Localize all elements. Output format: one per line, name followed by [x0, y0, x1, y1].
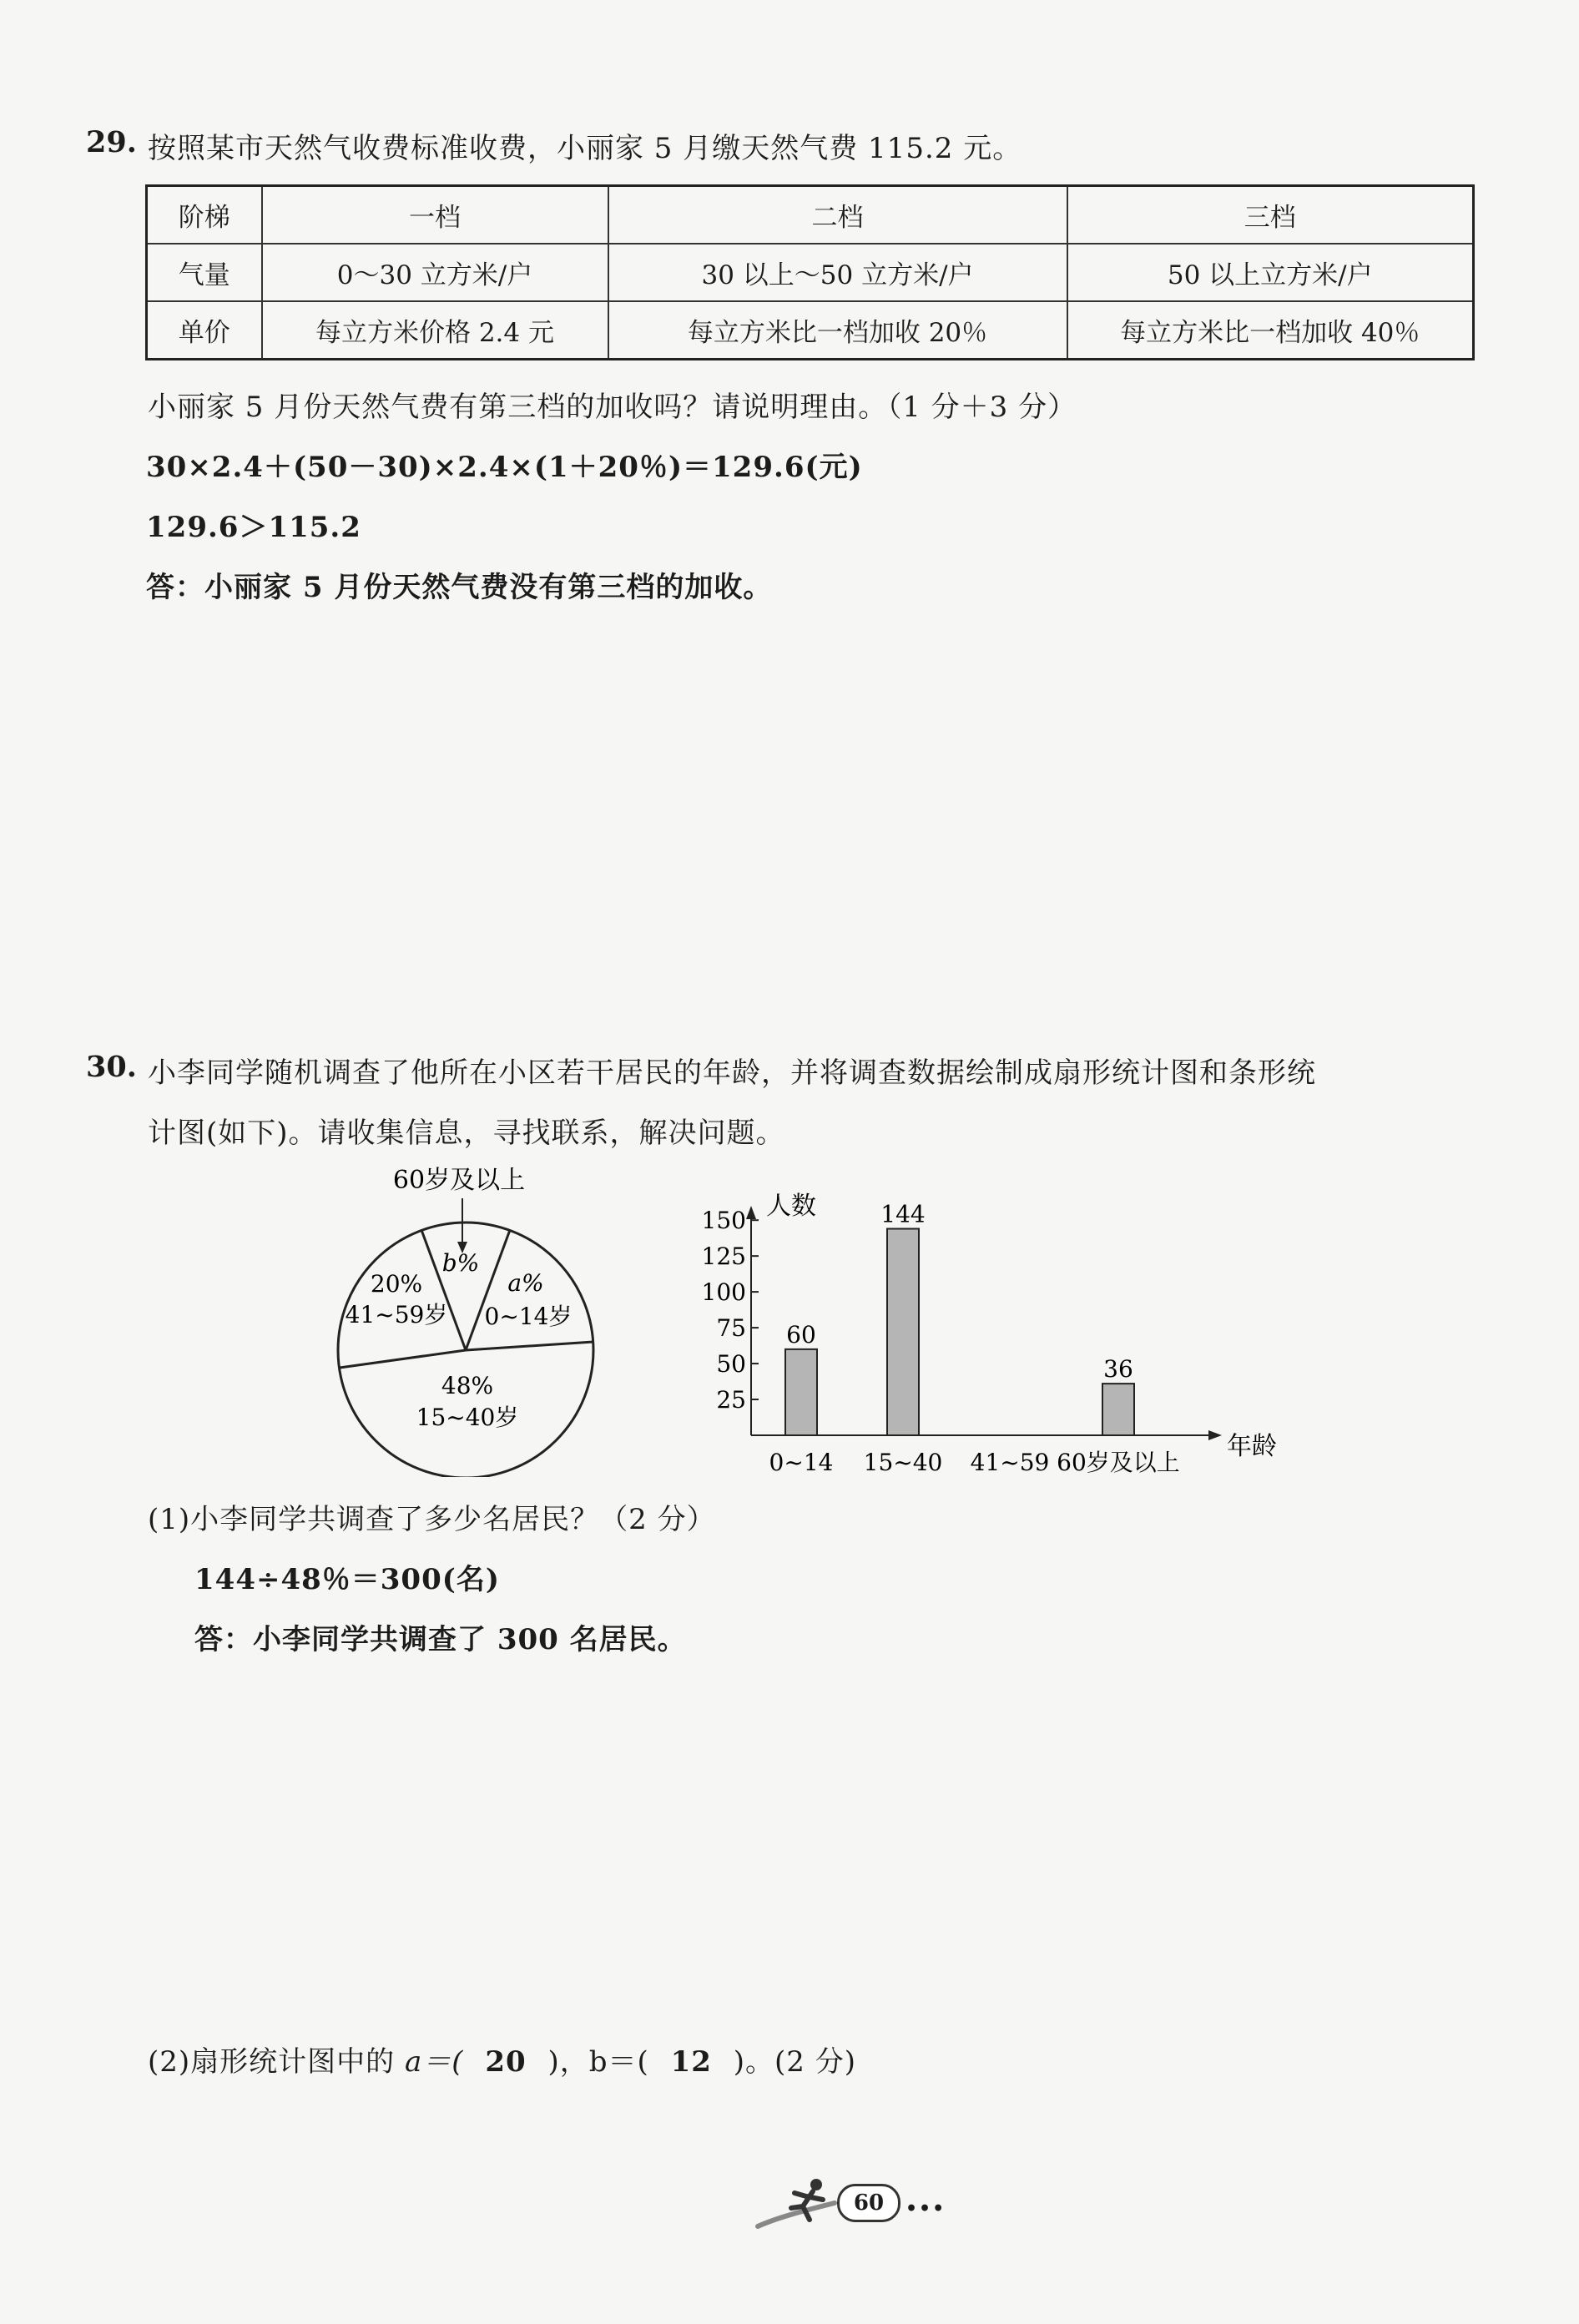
table-header-cell: 二档	[608, 186, 1067, 244]
pie-divider	[340, 1350, 466, 1368]
table-cell: 每立方米价格 2.4 元	[262, 301, 608, 360]
table-header-row	[147, 186, 1474, 244]
pie-divider	[466, 1230, 510, 1350]
y-tick-label: 75	[716, 1314, 746, 1343]
pie-slice-b-percent: b%	[441, 1249, 480, 1277]
q30-part2	[148, 2039, 856, 2080]
q30-prompt-line1: 小李同学随机调查了他所在小区若干居民的年龄，并将调查数据绘制成扇形统计图和条形统	[148, 1056, 1316, 1090]
pie-divider	[466, 1342, 593, 1350]
bar	[1102, 1384, 1134, 1435]
y-axis-label: 人数	[766, 1192, 816, 1221]
q29-number: 29.	[86, 125, 137, 159]
q30-part1-answer-text: 答：小李同学共调查了 300 名居民。	[194, 1623, 687, 1656]
pie-slice-1540-percent: 48%	[441, 1372, 494, 1399]
bar	[785, 1349, 817, 1435]
table-cell: 每立方米比一档加收 20％	[608, 301, 1067, 360]
q30-prompt-line2: 计图(如下)。请收集信息，寻找联系，解决问题。	[148, 1117, 785, 1150]
q30-part2-a-label: a＝(	[404, 2045, 464, 2079]
table-header-cell: 阶梯	[147, 186, 262, 244]
q30-part1-question: (1)小李同学共调查了多少名居民？（2 分）	[148, 1503, 716, 1536]
q30-number: 30.	[86, 1050, 137, 1084]
pie-slice-a-label: 0~14岁	[484, 1303, 573, 1330]
x-tick-label: 15~40	[863, 1449, 943, 1476]
table-header-cell: 一档	[262, 186, 608, 244]
q30-part2-b-label: )，b＝(	[547, 2045, 649, 2079]
y-tick-label: 150	[701, 1207, 746, 1235]
pie-slice-4159-label: 41~59岁	[345, 1301, 448, 1328]
y-tick-label: 50	[716, 1350, 746, 1379]
q30-part2-suffix: )。(2 分)	[733, 2045, 856, 2079]
q30-part2-a-value: 20	[485, 2045, 527, 2079]
table-row	[147, 301, 1474, 360]
q30-part2-prefix: (2)扇形统计图中的	[148, 2045, 396, 2079]
y-tick-label: 25	[716, 1386, 746, 1414]
bar-chart	[693, 1172, 1310, 1490]
bar-value-label: 144	[880, 1200, 926, 1228]
runner-logo-icon	[751, 2170, 843, 2236]
table-row	[147, 244, 1474, 301]
table-cell: 0～30 立方米/户	[262, 244, 608, 301]
q29-answer-compare: 129.6＞115.2	[146, 511, 361, 544]
y-tick-label: 125	[701, 1243, 746, 1271]
q29-answer-calc: 30×2.4＋(50－30)×2.4×(1＋20％)＝129.6(元)	[146, 451, 863, 484]
tier-price-table	[145, 184, 1475, 360]
pie-divider	[421, 1230, 466, 1350]
y-axis-arrow	[746, 1206, 756, 1219]
q30-part2-b-value: 12	[670, 2045, 712, 2079]
x-tick-label: 60岁及以上	[1057, 1449, 1180, 1476]
pie-slice-1540-label: 15~40岁	[416, 1404, 519, 1431]
x-axis-arrow	[1208, 1430, 1222, 1440]
table-header-cell: 三档	[1067, 186, 1474, 244]
x-tick-label: 0~14	[769, 1449, 834, 1476]
x-axis-label: 年龄	[1227, 1432, 1277, 1461]
page-number: 60	[837, 2184, 900, 2222]
pie-chart	[317, 1160, 618, 1477]
table-cell: 气量	[147, 244, 262, 301]
pie-top-label: 60岁及以上	[392, 1166, 526, 1195]
q30-part1-answer-calc: 144÷48％＝300(名)	[194, 1563, 500, 1596]
table-cell: 30 以上～50 立方米/户	[608, 244, 1067, 301]
y-tick-label: 100	[701, 1278, 746, 1307]
table-cell: 50 以上立方米/户	[1067, 244, 1474, 301]
q29-prompt: 按照某市天然气收费标准收费，小丽家 5 月缴天然气费 115.2 元。	[148, 132, 1022, 165]
q29-question: 小丽家 5 月份天然气费有第三档的加收吗？请说明理由。（1 分＋3 分）	[148, 391, 1077, 424]
pie-slice-4159-percent: 20%	[370, 1270, 423, 1298]
table-cell: 每立方米比一档加收 40％	[1067, 301, 1474, 360]
q29-answer-text: 答：小丽家 5 月份天然气费没有第三档的加收。	[146, 571, 773, 604]
x-tick-label: 41~59	[970, 1449, 1050, 1476]
page-number-dots: •••	[906, 2198, 946, 2220]
bar	[887, 1229, 919, 1436]
bar-value-label: 60	[786, 1320, 816, 1349]
pie-slice-a-percent: a%	[507, 1269, 544, 1297]
table-cell: 单价	[147, 301, 262, 360]
bar-value-label: 36	[1103, 1355, 1133, 1384]
